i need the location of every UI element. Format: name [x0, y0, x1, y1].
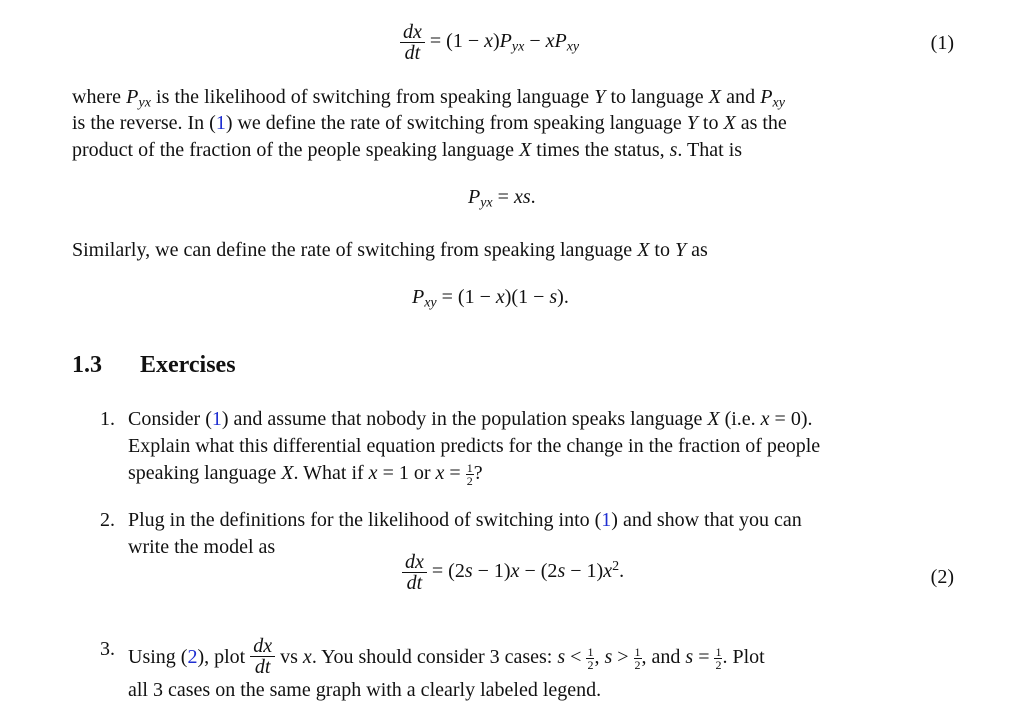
eq-ref-1[interactable]: 1 [215, 112, 226, 134]
eq-ref-2[interactable]: 2 [187, 646, 198, 668]
derivative-fraction: $\frac{dx}{dt}$ [400, 22, 425, 63]
exercise-2 [100, 507, 802, 558]
exercise-1-label: 1. [100, 408, 115, 430]
derivative-fraction: $\frac{dx}{dt}$ [402, 552, 427, 593]
exercise-3-text: Using (2), plot $\frac{dx}{dt}$ vs x. You should consider 3 cases: s < $\frac{1}{2}$ , s > $\frac{1}{2}$ , and s = $\frac{1}{2}$ . Plot all 3 cases on the same graph with a clearly labeled legend. [128, 635, 765, 701]
section-heading [72, 352, 236, 379]
equation-2-number: (2) [930, 566, 954, 588]
paragraph-line-2: is the reverse. In (1) we define the rate of switching from speaking language Y to X as the [72, 112, 787, 134]
exercise-1-text: Consider (1) and assume that nobody in the population speaks language X (i.e. x = 0). Explain what this differential equation predicts for the change in the fraction of people speaking language X. What if x = 1 or x = $\frac{1}{2}$ ? [128, 408, 821, 488]
equation-pxy: $P_{xy} = (1 - x)(1 - s)$. [412, 286, 569, 311]
derivative-fraction: $\frac{dx}{dt}$ [250, 636, 275, 677]
eq-ref-1[interactable]: 1 [211, 408, 222, 430]
exercise-3 [100, 635, 765, 701]
equation-1: $\frac{dx}{dt}$ = $(1 - x)P_{yx} - xP_{xy}$ [400, 22, 579, 63]
paragraph-line-3: product of the fraction of the people speaking language X times the status, s. That is [72, 139, 743, 161]
paragraph-line-1: where $P_{yx}$ is the likelihood of switching from speaking language Y to language X and $P_{xy}$ [72, 86, 786, 111]
equation-1-number: (1) [930, 32, 954, 54]
paragraph-similarly: Similarly, we can define the rate of switching from speaking language X to Y as [72, 239, 708, 261]
exercise-1 [100, 406, 821, 488]
section-number: 1.3 [72, 352, 102, 378]
exercise-3-label: 3. [100, 638, 115, 660]
eq-ref-1[interactable]: 1 [601, 509, 612, 531]
exercise-2-label: 2. [100, 509, 115, 531]
exercise-2-text: Plug in the definitions for the likelihood of switching into (1) and show that you can write the model as [128, 509, 802, 558]
equation-pyx: $P_{yx}$ = xs. [468, 186, 536, 211]
section-title: Exercises [140, 352, 236, 378]
equation-2: $\frac{dx}{dt}$ = $(2s - 1)x - (2s - 1)x^2$. [402, 552, 624, 593]
